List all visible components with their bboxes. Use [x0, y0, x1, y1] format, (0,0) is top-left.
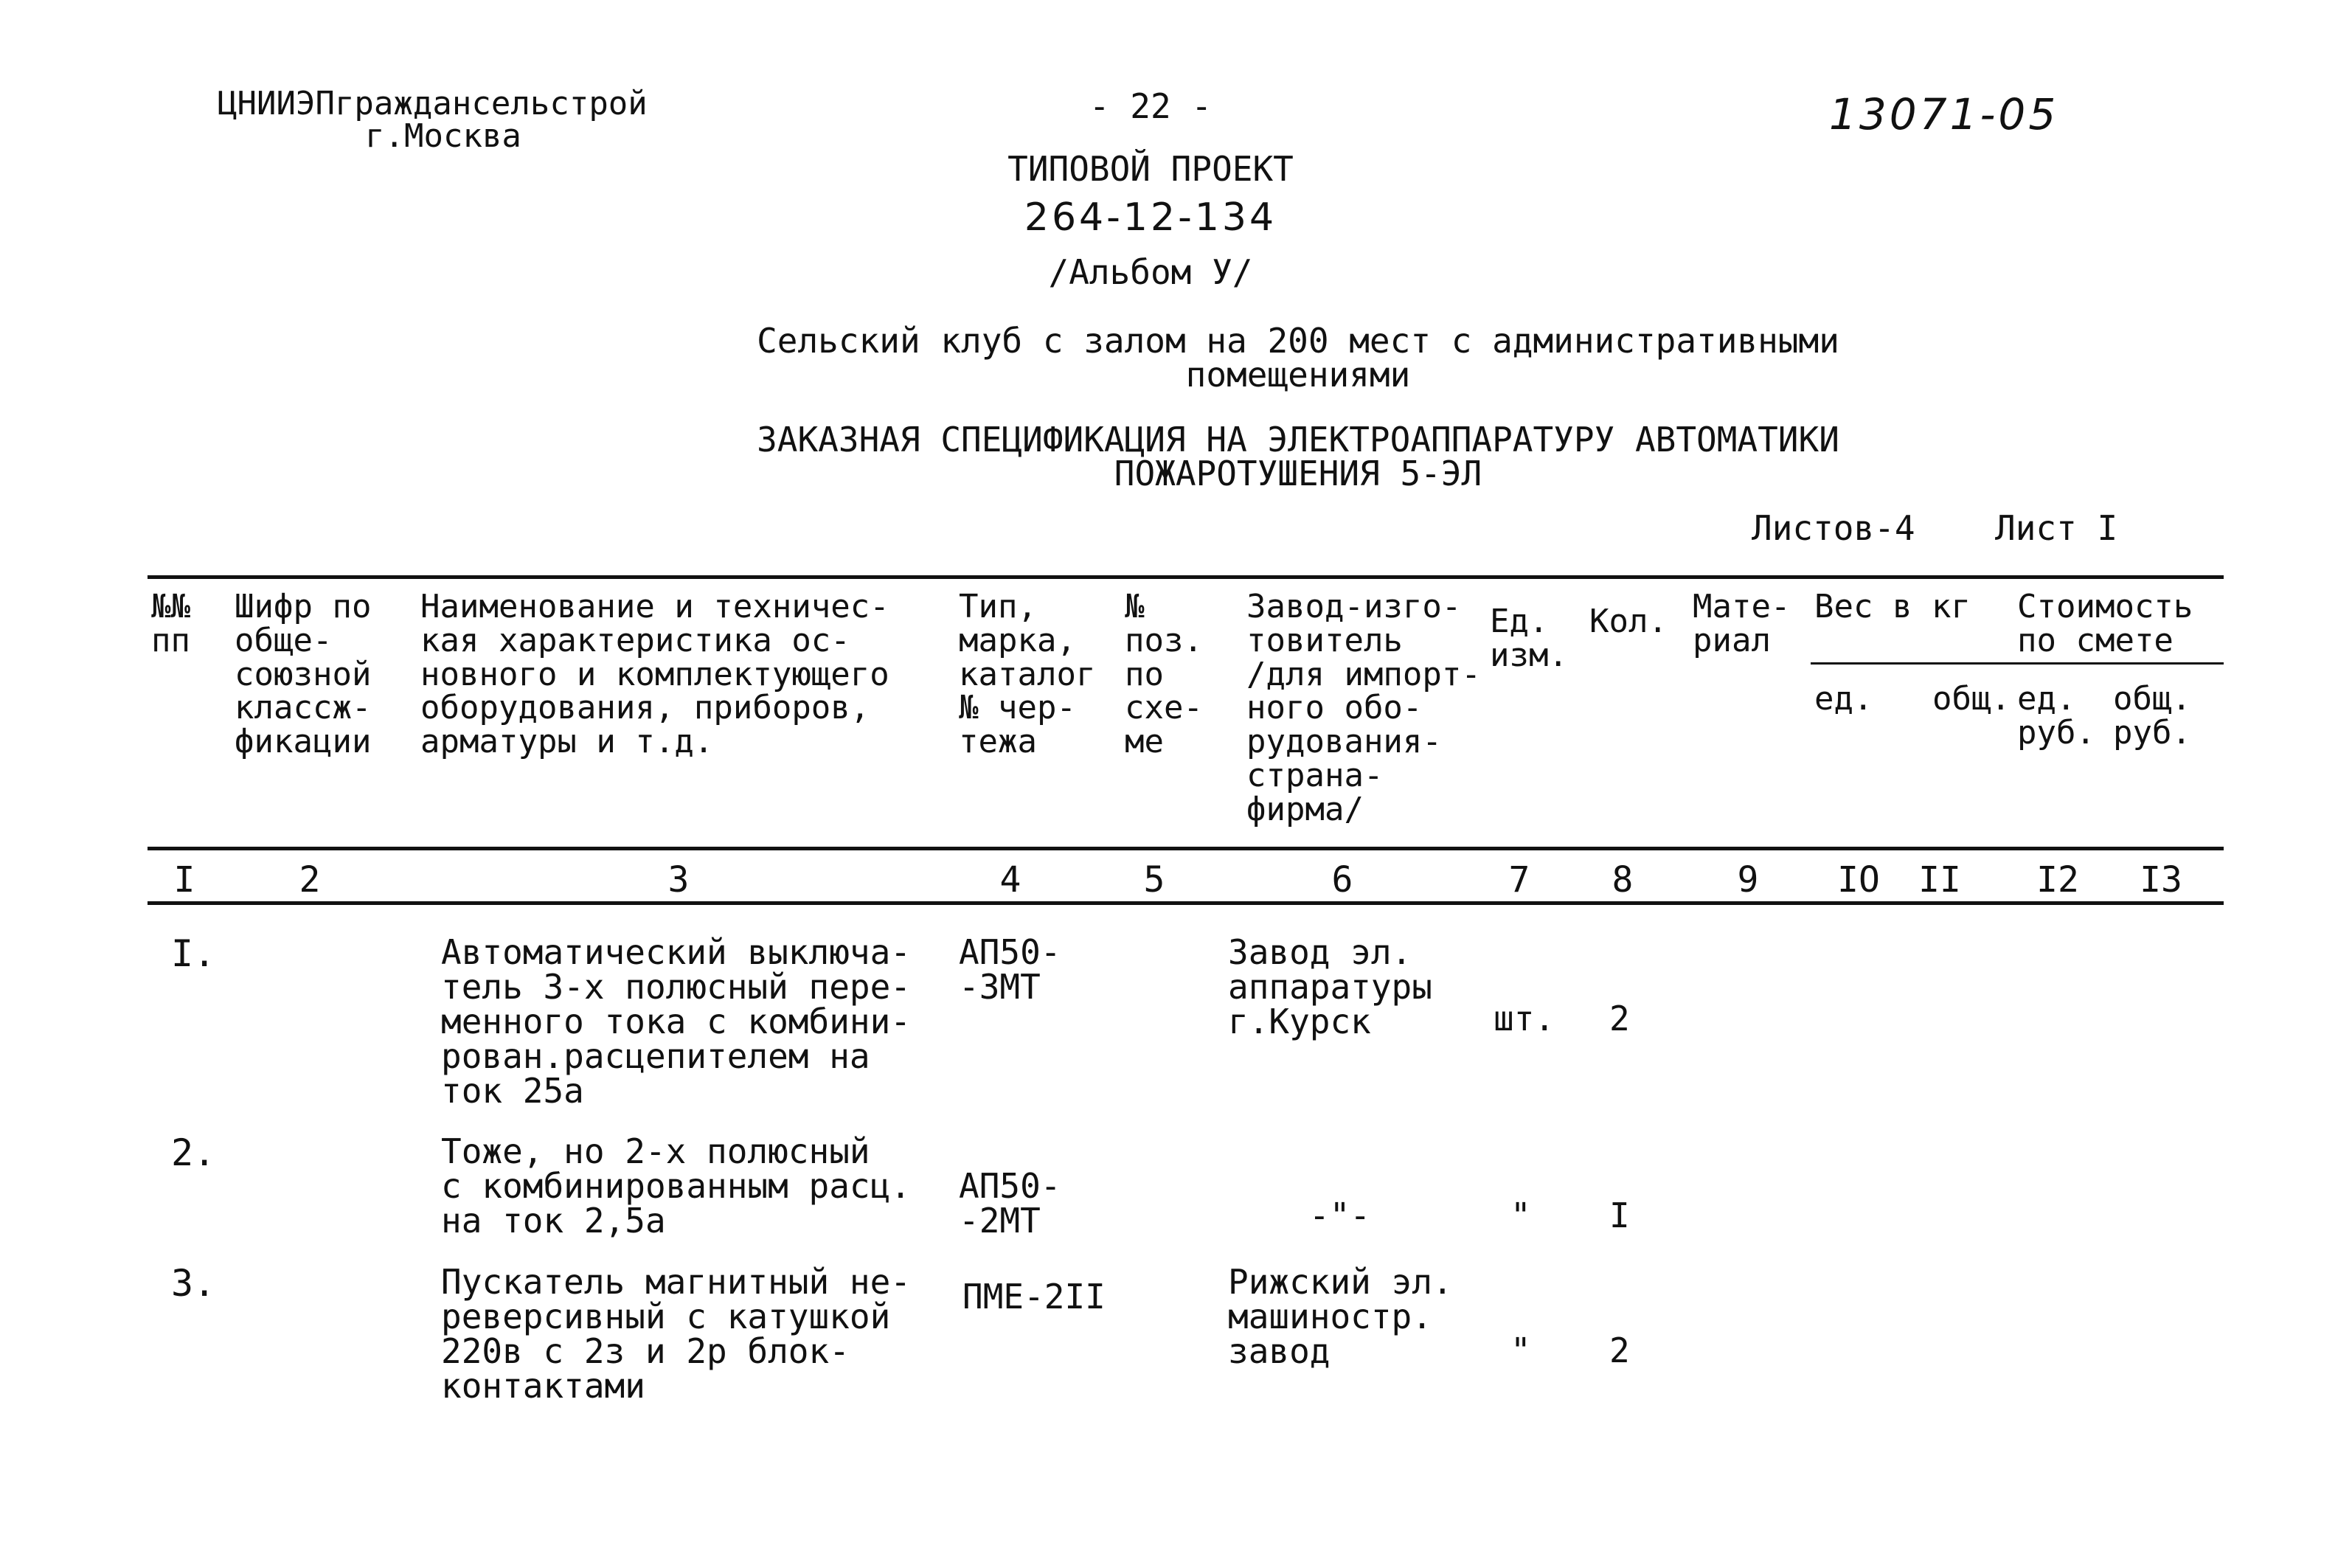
header-col-12: ед. руб.	[2017, 680, 2095, 752]
header-weight-group: Вес в кг	[1814, 588, 1971, 625]
header-col-13: общ. руб.	[2113, 680, 2191, 752]
row-1-quantity: 2	[1609, 999, 1630, 1038]
column-number: 3	[667, 859, 690, 901]
spec-title-line2: ПОЖАРОТУШЕНИЯ 5-ЭЛ	[1114, 454, 1482, 493]
row-3-unit: "	[1510, 1331, 1531, 1370]
column-number: 8	[1612, 859, 1634, 901]
row-3-maker: Рижский эл. машиностр. завод	[1228, 1262, 1453, 1371]
row-2-name: Тоже, но 2-х полюсный с комбинированным расц. на ток 2,5а	[441, 1131, 911, 1241]
column-number: 7	[1508, 859, 1530, 901]
row-2-maker: -"-	[1309, 1196, 1371, 1235]
column-number: I2	[2036, 859, 2079, 901]
document-title-line2: помещениями	[1185, 355, 1411, 395]
column-numbers-rule	[148, 901, 2224, 905]
column-number: I	[173, 859, 195, 901]
header-col-4: Тип, марка, каталог № чер- тежа	[959, 588, 1096, 760]
column-number: I3	[2140, 859, 2182, 901]
stamp-number: 13071-05	[1829, 89, 2059, 139]
row-3-type: ПМЕ-2II	[962, 1277, 1106, 1317]
spec-title-line1: ЗАКАЗНАЯ СПЕЦИФИКАЦИЯ НА ЭЛЕКТРОАППАРАТУРУ АВТОМАТИКИ	[757, 420, 1839, 459]
row-1-type: АП50- -3МТ	[959, 932, 1061, 1007]
header-col-10: ед.	[1814, 680, 1873, 718]
row-3-number: 3.	[171, 1262, 216, 1305]
header-col-11: общ.	[1932, 680, 2011, 718]
row-2-type: АП50- -2МТ	[959, 1166, 1061, 1241]
row-2-quantity: I	[1609, 1196, 1630, 1235]
sheet-current: Лист I	[1995, 508, 2118, 548]
column-number: 4	[999, 859, 1021, 901]
row-1-maker: Завод эл. аппаратуры г.Курск	[1228, 932, 1432, 1041]
row-1-name: Автоматический выключа- тель 3-х полюсный пере- менного тока с комбини- рован.расцепителем на ток 25а	[441, 932, 911, 1111]
header-col-3: Наименование и техничес- кая характеристика ос- новного и комплектующего оборудования, приборов, арматуры и т.д.	[420, 588, 889, 760]
row-3-quantity: 2	[1609, 1331, 1630, 1370]
column-number: 6	[1331, 859, 1353, 901]
weight-group-rule	[1811, 662, 2224, 665]
project-label: ТИПОВОЙ ПРОЕКТ	[1007, 149, 1294, 189]
table-top-rule	[148, 575, 2224, 579]
row-2-number: 2.	[171, 1131, 216, 1174]
row-1-number: I.	[171, 932, 216, 975]
header-col-8: Кол.	[1589, 603, 1668, 640]
header-cost-group: Стоимость по смете	[2017, 588, 2193, 659]
column-number: II	[1918, 859, 1961, 901]
project-code: 264-12-134	[1024, 195, 1277, 240]
column-number: 2	[299, 859, 321, 901]
header-col-7: Ед. изм.	[1490, 603, 1568, 674]
header-col-9: Мате- риал	[1693, 588, 1791, 659]
album-label: /Альбом У/	[1048, 252, 1253, 292]
header-bottom-rule	[148, 847, 2224, 850]
header-col-6: Завод-изго- товитель /для импорт- ного обо- рудования- страна- фирма/	[1246, 588, 1481, 828]
header-col-5: № поз. по схе- ме	[1125, 588, 1203, 760]
column-number: 9	[1737, 859, 1759, 901]
row-2-unit: "	[1510, 1196, 1531, 1235]
header-col-1: №№ пп	[151, 588, 190, 659]
page-number: - 22 -	[1089, 86, 1213, 126]
column-number: IO	[1837, 859, 1880, 901]
header-col-2: Шифр по обще- союзной классж- фикации	[235, 588, 372, 760]
row-1-unit: шт.	[1494, 999, 1555, 1038]
organization-name: ЦНИИЭПграждансельстрой	[218, 85, 648, 122]
organization-city: г.Москва	[365, 117, 521, 155]
document-title-line1: Сельский клуб с залом на 200 мест с административными	[757, 321, 1839, 361]
sheets-total: Листов-4	[1752, 508, 1915, 548]
column-number: 5	[1143, 859, 1165, 901]
row-3-name: Пускатель магнитный не- реверсивный с катушкой 220в с 2з и 2р блок- контактами	[441, 1262, 911, 1406]
